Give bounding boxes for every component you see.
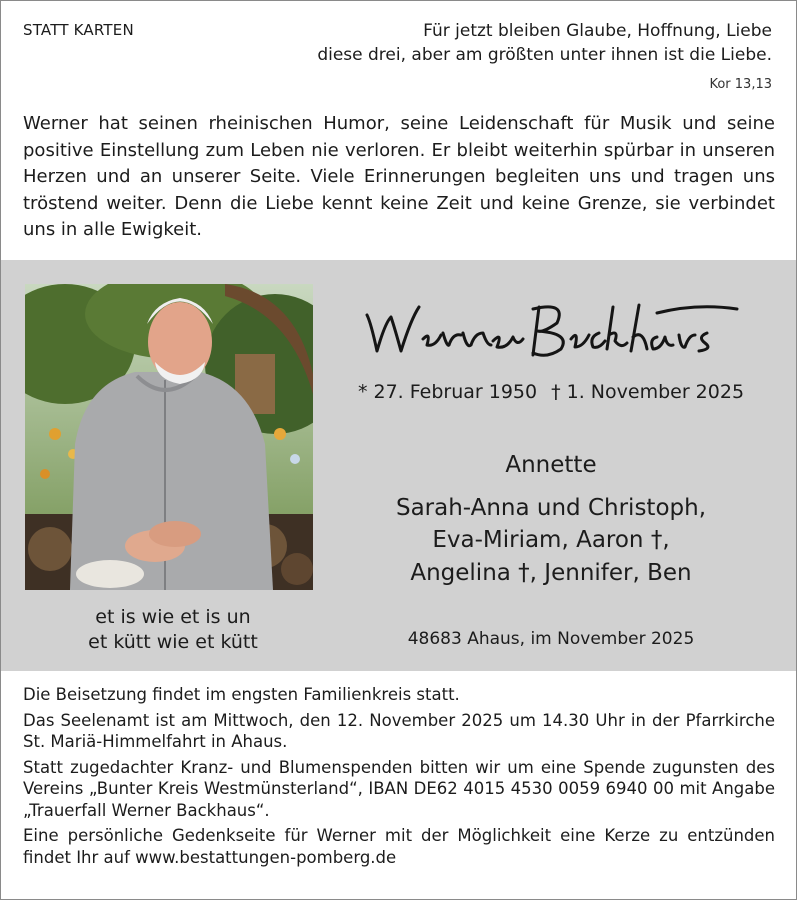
family-line-2: Eva-Miriam, Aaron †, xyxy=(432,527,670,553)
family-names xyxy=(321,449,781,589)
family-line-3: Angelina †, Jennifer, Ben xyxy=(410,559,692,586)
saying-line-1: et is wie et is un xyxy=(95,606,251,628)
handwritten-signature xyxy=(357,293,757,373)
life-dates xyxy=(321,381,781,403)
portrait-illustration xyxy=(25,284,313,590)
saying-line-2: et kütt wie et kütt xyxy=(88,631,258,653)
memorial-note: Eine persönliche Gedenkseite für Werner mit der Möglichkeit eine Kerze zu entzünden findet Ihr auf www.bestattungen-pomberg.de xyxy=(23,826,775,867)
statt-karten-label: STATT KARTEN xyxy=(23,21,134,39)
birth-date: * 27. Februar 1950 xyxy=(357,381,538,403)
dialect-saying xyxy=(25,605,321,655)
donation-note: Statt zugedachter Kranz- und Blumenspenden bitten wir um eine Spende zugunsten des Vereins „Bunter Kreis Westmünsterland“, IBAN DE62 4015 4530 0059 6940 00 mit Angabe „Trauerfall Werner Backhaus“. xyxy=(23,757,775,820)
verse-line-2: diese drei, aber am größten unter ihnen ist die Liebe. xyxy=(317,45,772,65)
intro-paragraph: Werner hat seinen rheinischen Humor, seine Leidenschaft für Musik und seine positive Einstellung zum Leben nie verloren. Er bleibt weiterhin spürbar in unseren Herzen und an unserer Seite. Viele Erinnerungen begleiten uns und tragen uns tröstend weiter. Denn die Liebe kennt keine Zeit und keine Grenze, sie verbindet uns in alle Ewigkeit. xyxy=(23,113,775,240)
verse-reference: Kor 13,13 xyxy=(709,77,772,92)
portrait-photo xyxy=(25,284,313,590)
spouse-name: Annette xyxy=(505,452,597,478)
place-and-date: 48683 Ahaus, im November 2025 xyxy=(407,629,695,649)
signature-drawing xyxy=(357,293,757,373)
burial-note: Die Beisetzung findet im engsten Familienkreis statt. xyxy=(23,685,460,704)
funeral-notes xyxy=(23,684,775,872)
mass-note: Das Seelenamt ist am Mittwoch, den 12. November 2025 um 14.30 Uhr in der Pfarrkirche St. Mariä-Himmelfahrt in Ahaus. xyxy=(23,710,775,751)
verse-line-1: Für jetzt bleiben Glaube, Hoffnung, Liebe xyxy=(423,21,772,41)
death-date: † 1. November 2025 xyxy=(551,381,745,403)
bible-verse xyxy=(317,19,772,67)
family-line-1: Sarah-Anna und Christoph, xyxy=(395,494,707,521)
